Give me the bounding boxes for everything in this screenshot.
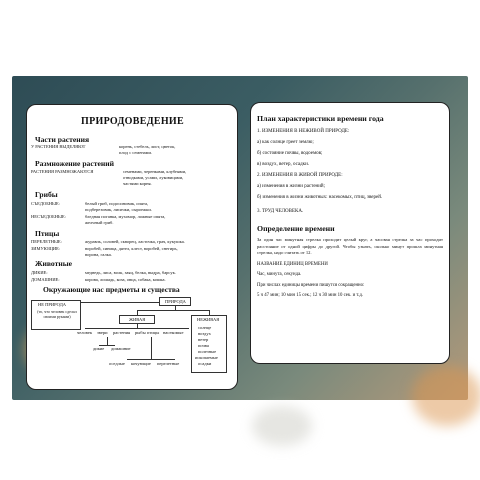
nonliving-item: воздух	[198, 331, 211, 336]
plan-item: 2. ИЗМЕНЕНИЯ В ЖИВОЙ ПРИРОДЕ:	[257, 173, 343, 178]
not-nature-desc: (то, что человек сделал своими руками)	[37, 309, 77, 319]
nonliving-item: ископаемые	[195, 355, 218, 360]
living-item: насекомые	[163, 330, 184, 335]
wild-animals-label: дикие	[93, 346, 105, 351]
living-item: рыбы	[135, 330, 146, 335]
reproduction-text: отводками, усами, луковицами,	[123, 175, 184, 180]
time-heading: Определение времени	[257, 224, 335, 233]
living-item: растения	[113, 330, 131, 335]
plan-heading: План характеристики времени года	[257, 114, 384, 123]
time-paragraph: За один час минутная стрелка проходит целый круг, а часовая стрелка за час проходит расстояние от одной цифры до другой. Чтобы узнать, сколько минут прошла минутная стрелка, надо считать от 12.	[257, 237, 443, 256]
bird-type: оседлые	[109, 361, 125, 366]
plan-subitem: б) изменения в жизни животных: насекомых, птиц, зверей.	[257, 195, 383, 200]
inedible-text: желчный гриб.	[85, 220, 114, 225]
plan-item: 1. ИЗМЕНЕНИЯ В НЕЖИВОЙ ПРИРОДЕ:	[257, 129, 350, 134]
plan-subitem: в) воздух, ветер, осадки.	[257, 162, 310, 167]
wild-label: ДИКИЕ:	[31, 270, 48, 275]
cover-highlight	[252, 406, 312, 446]
section-heading-plant-parts: Части растения	[35, 135, 90, 144]
domestic-animals-label: домашние	[111, 346, 131, 351]
plan-item: 3. ТРУД ЧЕЛОВЕКА.	[257, 209, 304, 214]
diagram-line	[85, 328, 189, 329]
migratory-label: ПЕРЕЛЕТНЫЕ:	[31, 239, 62, 244]
edible-text: белый гриб, подосиновик, опята,	[85, 201, 149, 206]
nature-label: ПРИРОДА	[165, 299, 186, 304]
diagram-nonliving	[191, 315, 227, 373]
nonliving-item: полезные	[198, 349, 217, 354]
living-label: ЖИВАЯ	[129, 317, 146, 322]
edible-text: подберезовик, лисички, сыроежки.	[85, 207, 152, 212]
diagram-line	[137, 310, 209, 311]
plan-subitem: а) изменения в жизни растений;	[257, 184, 325, 189]
section-heading-animals: Животные	[35, 259, 73, 268]
wintering-text: воробей, синица, дятел, клест, воробей, снегирь,	[85, 246, 178, 251]
section-heading-birds: Птицы	[35, 229, 60, 238]
living-item: звери	[97, 330, 108, 335]
nonliving-item: осадки	[198, 361, 212, 366]
nonliving-label: НЕЖИВАЯ	[197, 317, 220, 322]
diagram-nature	[159, 297, 191, 306]
diagram-line	[175, 306, 176, 310]
domestic-label: ДОМАШНИЕ:	[31, 277, 60, 282]
nature-study-card	[26, 104, 238, 390]
plan-subitem: б) состояние почвы, водоемов;	[257, 151, 323, 156]
wintering-text: ворона, галка.	[85, 252, 112, 257]
section-heading-mushrooms: Грибы	[35, 190, 58, 199]
diagram-line	[127, 359, 175, 360]
plant-parts-text: плод с семенами.	[119, 150, 152, 155]
seasons-time-card	[250, 102, 450, 364]
nonliving-item: почва	[198, 343, 209, 348]
diagram-living	[119, 315, 155, 324]
wild-text: медведь, лиса, волк, заяц, белка, выдра, барсук.	[85, 270, 176, 275]
living-item: человек	[77, 330, 93, 335]
wintering-label: ЗИМУЮЩИЕ:	[31, 246, 61, 251]
plant-parts-text: корень, стебель, лист, цветок,	[119, 144, 176, 149]
section-heading-surroundings: Окружающие нас предметы и существа	[43, 285, 180, 294]
units-text: Час, минута, секунда.	[257, 272, 302, 277]
nonliving-item: солнце	[198, 325, 212, 330]
abbrev-note: При числах единицы времени пишутся сокращенно:	[257, 283, 365, 288]
card-title: ПРИРОДОВЕДЕНИЕ	[81, 116, 184, 127]
bird-type: кочующие	[131, 361, 151, 366]
inedible-text: бледная поганка, мухомор, ложные опята,	[85, 214, 166, 219]
cover-highlight	[412, 366, 480, 426]
diagram-line	[107, 337, 108, 345]
not-nature-label: НЕ ПРИРОДА	[38, 302, 67, 307]
diagram-line	[81, 302, 159, 303]
units-heading: НАЗВАНИЕ ЕДИНИЦ ВРЕМЕНИ	[257, 262, 328, 267]
living-item: птицы	[147, 330, 160, 335]
bird-type: перелетные	[157, 361, 180, 366]
nonliving-item: ветер	[198, 337, 209, 342]
plan-subitem: а) как солнце греет землю;	[257, 140, 314, 145]
reproduction-text: семенами, черенками, клубнями,	[123, 169, 187, 174]
abbrev-example: 5 ч 47 мин; 10 мин 15 сек.; 12 ч 30 мин 10 сек. и т.д.	[257, 293, 364, 298]
edible-label: СЪЕДОБНЫЕ:	[31, 201, 60, 206]
reproduction-text: частями корня.	[123, 181, 152, 186]
inedible-label: НЕСЪЕДОБНЫЕ:	[31, 214, 66, 219]
migratory-text: журавль, соловей, скворец, ласточка, грач, кукушка.	[85, 239, 185, 244]
section-heading-reproduction: Размножение растений	[35, 159, 114, 168]
domestic-text: корова, лошадь, коза, овца, собака, кошка.	[85, 277, 166, 282]
diagram-line	[151, 337, 152, 359]
plant-parts-label: У РАСТЕНИЯ ВЫДЕЛЯЮТ	[31, 144, 86, 149]
diagram-not-nature	[31, 300, 81, 330]
reproduction-label: РАСТЕНИЯ РАЗМНОЖАЮТСЯ	[31, 169, 94, 174]
diagram-line	[137, 324, 138, 328]
